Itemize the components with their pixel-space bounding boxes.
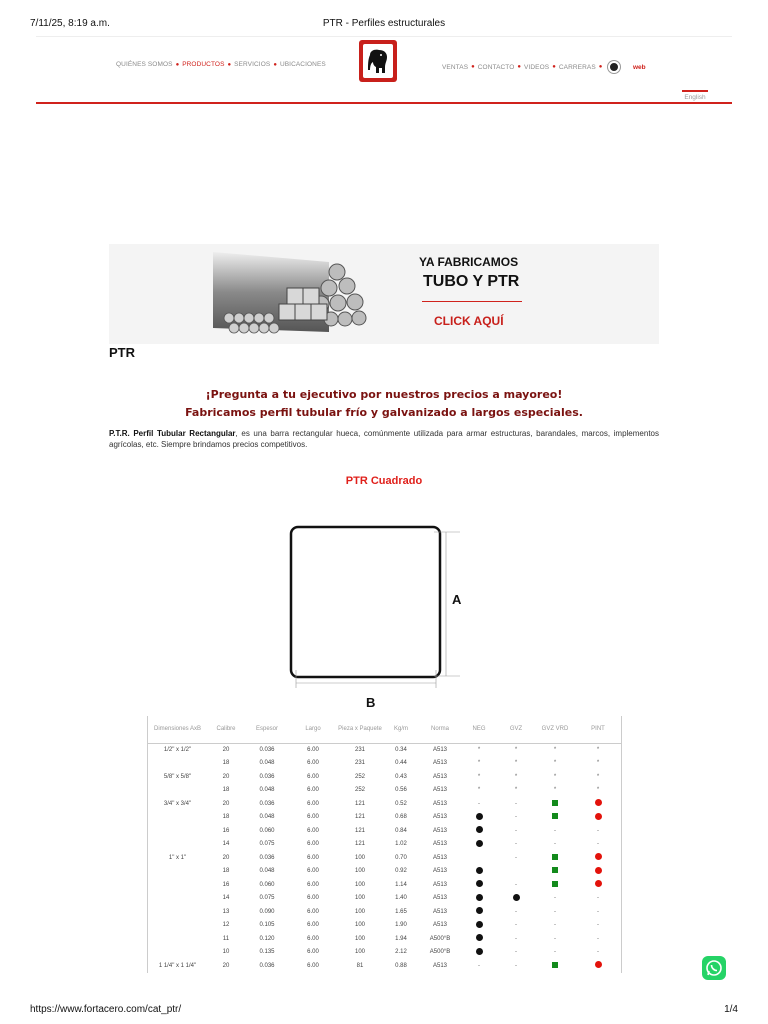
nav-separator: ●: [552, 64, 556, 70]
availability-cell: -: [554, 935, 556, 942]
ptr-spec-table: [147, 716, 622, 973]
table-cell: A513: [432, 827, 447, 834]
nav-videos[interactable]: VIDEOS: [524, 63, 550, 71]
black-dot-icon: [476, 921, 483, 928]
table-cell: 18: [222, 868, 230, 875]
table-cell: 6.00: [307, 881, 319, 888]
banner-line-1: YA FABRICAMOS: [419, 255, 519, 269]
table-cell: 6.00: [307, 868, 319, 875]
table-cell: A513: [432, 868, 447, 875]
table-cell: 0.34: [395, 747, 407, 753]
availability-cell: -: [515, 854, 517, 861]
availability-cell: [496, 865, 536, 879]
table-cell: 2.12: [395, 949, 407, 956]
table-cell: 6.00: [307, 922, 319, 929]
table-row: [147, 851, 622, 865]
description-term: P.T.R. Perfil Tubular Rectangular: [109, 429, 236, 438]
availability-cell: *: [477, 773, 481, 780]
availability-cell: [536, 797, 574, 811]
table-cell: 20: [222, 800, 230, 807]
availability-cell: *: [596, 787, 600, 794]
availability-cell: *: [514, 787, 518, 794]
availability-cell: *: [553, 747, 557, 753]
table-cell: 6.00: [307, 908, 319, 915]
availability-cell: -: [597, 895, 599, 902]
nav-left: [116, 61, 326, 68]
col-pint: PINT: [591, 726, 605, 733]
table-cell: A513: [432, 854, 447, 861]
nav-quienes-somos[interactable]: QUIÉNES SOMOS: [116, 61, 173, 68]
nav-contacto[interactable]: CONTACTO: [477, 63, 515, 71]
table-cell: 0.68: [395, 814, 407, 821]
table-cell: 0.090: [259, 908, 275, 915]
table-cell: 81: [356, 962, 364, 969]
table-cell: A513: [432, 881, 447, 888]
availability-cell: -: [597, 922, 599, 929]
col-largo: Largo: [305, 726, 321, 733]
table-cell: A500°B: [429, 935, 451, 942]
col-dimensiones: Dimensiones AxB: [153, 726, 202, 733]
lead-manufacture: Fabricamos perfil tubular frío y galvanizado a largos especiales.: [185, 406, 583, 419]
promo-banner[interactable]: [109, 244, 659, 344]
table-cell: 0.52: [395, 800, 407, 807]
availability-cell: -: [554, 949, 556, 956]
table-cell: 121: [354, 800, 365, 807]
whatsapp-button[interactable]: [702, 956, 726, 980]
table-cell: A500°B: [429, 949, 451, 956]
col-espesor: Espesor: [255, 726, 278, 733]
nav-separator: ●: [598, 64, 603, 70]
table-cell: 0.075: [259, 895, 275, 902]
black-dot-icon: [476, 948, 483, 955]
table-cell: 100: [354, 908, 365, 915]
table-cell: 3/4" x 3/4": [163, 800, 192, 807]
table-cell: 0.135: [259, 949, 275, 956]
green-square-icon: [552, 867, 558, 873]
availability-cell: *: [553, 773, 557, 780]
availability-cell: *: [553, 787, 557, 794]
table-cell: 121: [354, 814, 365, 821]
banner-line-2: TUBO Y PTR: [423, 273, 520, 290]
availability-cell: -: [515, 827, 517, 834]
availability-cell: -: [597, 908, 599, 915]
print-url: https://www.fortacero.com/cat_ptr/: [30, 1004, 182, 1015]
table-cell: 100: [354, 922, 365, 929]
table-cell: 1.90: [395, 922, 407, 929]
table-cell: 0.075: [259, 841, 275, 848]
availability-cell: -: [515, 814, 517, 821]
availability-cell: [536, 878, 574, 892]
table-cell: 100: [354, 868, 365, 875]
table-cell: 0.92: [395, 868, 407, 875]
black-dot-icon: [513, 894, 520, 901]
availability-cell: [574, 797, 622, 811]
availability-cell: *: [514, 747, 518, 753]
availability-cell: [462, 811, 496, 825]
table-cell: 0.56: [395, 787, 407, 794]
table-row: [147, 784, 622, 798]
black-dot-icon: [476, 934, 483, 941]
nav-right: [442, 61, 620, 73]
nav-ventas[interactable]: VENTAS: [442, 63, 469, 71]
table-cell: 20: [222, 854, 230, 861]
table-cell: 14: [222, 895, 230, 902]
table-cell: 1/2" x 1/2": [163, 747, 192, 753]
nav-servicios[interactable]: SERVICIOS: [234, 61, 271, 68]
table-cell: 1 1/4" x 1 1/4": [158, 962, 197, 969]
black-dot-icon: [476, 840, 483, 847]
availability-cell: -: [515, 922, 517, 929]
nav-separator: ●: [471, 64, 475, 70]
table-cell: 100: [354, 949, 365, 956]
description-text: , es una barra rectangular hueca, comúnmente utilizada para armar estructuras, barandales, marcos, implementos agrícolas, etc. Siempre brindamos precios competitivos.: [109, 429, 659, 449]
table-cell: 1.14: [395, 881, 407, 888]
table-cell: 6.00: [307, 841, 319, 848]
table-cell: 6.00: [307, 814, 319, 821]
col-norma: Norma: [430, 726, 449, 733]
table-cell: A513: [432, 787, 447, 794]
availability-cell: -: [515, 841, 517, 848]
table-row: [147, 743, 622, 757]
table-cell: [147, 824, 208, 838]
availability-cell: [462, 865, 496, 879]
table-cell: 100: [354, 881, 365, 888]
print-date: 7/11/25, 8:19 a.m.: [30, 18, 110, 29]
header-top-rule: [36, 36, 732, 37]
whatsapp-icon: [705, 959, 723, 977]
availability-cell: -: [515, 935, 517, 942]
nav-separator: ●: [227, 61, 232, 68]
table-cell: 6.00: [307, 787, 319, 794]
table-cell: 0.84: [395, 827, 407, 834]
table-cell: A513: [432, 962, 447, 969]
dimension-a-label: A: [452, 592, 462, 607]
availability-cell: -: [478, 962, 480, 969]
availability-cell: [574, 878, 622, 892]
availability-cell: [462, 878, 496, 892]
nav-productos[interactable]: PRODUCTOS: [182, 61, 225, 68]
col-kgm: Kg/m: [393, 726, 408, 733]
availability-cell: *: [477, 747, 481, 753]
table-cell: 0.036: [259, 962, 275, 969]
availability-cell: [496, 892, 536, 906]
table-cell: [147, 919, 208, 933]
table-cell: [147, 878, 208, 892]
availability-cell: [462, 838, 496, 852]
table-cell: 231: [354, 760, 365, 767]
table-cell: 6.00: [307, 747, 319, 753]
table-row: [147, 865, 622, 879]
availability-cell: -: [554, 895, 556, 902]
table-cell: 100: [354, 935, 365, 942]
availability-cell: [462, 946, 496, 960]
black-dot-icon: [476, 907, 483, 914]
table-cell: [147, 757, 208, 771]
table-cell: [147, 905, 208, 919]
availability-cell: *: [477, 787, 481, 794]
availability-cell: *: [514, 760, 518, 767]
availability-cell: [536, 865, 574, 879]
table-cell: 6.00: [307, 949, 319, 956]
table-cell: [147, 811, 208, 825]
nav-separator: ●: [175, 61, 180, 68]
web-link[interactable]: web: [633, 64, 646, 71]
availability-cell: -: [515, 949, 517, 956]
table-cell: 1.65: [395, 908, 407, 915]
table-cell: 0.060: [259, 827, 275, 834]
table-cell: 0.88: [395, 962, 407, 969]
red-dot-icon: [595, 880, 602, 887]
company-logo[interactable]: [359, 40, 397, 82]
table-cell: 231: [354, 747, 365, 753]
lead-wholesale: ¡Pregunta a tu ejecutivo por nuestros precios a mayoreo!: [205, 388, 563, 401]
table-cell: 12: [222, 922, 230, 929]
table-cell: 16: [222, 881, 230, 888]
availability-cell: -: [515, 881, 517, 888]
table-cell: 0.048: [259, 814, 275, 821]
black-dot-icon: [476, 813, 483, 820]
availability-cell: -: [554, 922, 556, 929]
table-cell: A513: [432, 895, 447, 902]
table-cell: 10: [222, 949, 230, 956]
table-cell: 18: [222, 814, 230, 821]
red-dot-icon: [595, 799, 602, 806]
table-cell: 14: [222, 841, 230, 848]
availability-cell: [462, 919, 496, 933]
table-header-row: [147, 716, 622, 743]
section-title: PTR Cuadrado: [345, 475, 423, 487]
availability-cell: -: [554, 908, 556, 915]
green-square-icon: [552, 962, 558, 968]
site-header: [36, 36, 732, 104]
table-cell: 1.02: [395, 841, 407, 848]
availability-cell: [536, 851, 574, 865]
table-cell: 121: [354, 827, 365, 834]
table-cell: 0.048: [259, 760, 275, 767]
table-cell: 1" x 1": [168, 854, 187, 861]
availability-cell: [574, 811, 622, 825]
table-row: [147, 892, 622, 906]
banner-cta[interactable]: CLICK AQUÍ: [434, 314, 504, 328]
table-row: [147, 838, 622, 852]
availability-cell: [462, 932, 496, 946]
table-cell: [147, 932, 208, 946]
table-cell: 252: [354, 773, 365, 780]
table-cell: 6.00: [307, 895, 319, 902]
availability-cell: [574, 959, 622, 973]
table-row: [147, 919, 622, 933]
table-cell: 0.44: [395, 760, 407, 767]
table-row: [147, 932, 622, 946]
table-cell: 1.94: [395, 935, 407, 942]
black-dot-icon: [476, 894, 483, 901]
page-title: PTR: [109, 345, 135, 360]
availability-cell: -: [597, 949, 599, 956]
table-cell: 0.036: [259, 773, 275, 780]
availability-cell: *: [553, 760, 557, 767]
table-cell: A513: [432, 922, 447, 929]
nav-ubicaciones[interactable]: UBICACIONES: [279, 61, 326, 68]
availability-cell: -: [597, 841, 599, 848]
table-cell: A513: [432, 800, 447, 807]
banner-divider: [422, 301, 522, 302]
table-row: [147, 905, 622, 919]
table-row: [147, 824, 622, 838]
availability-cell: [536, 811, 574, 825]
availability-cell: [462, 892, 496, 906]
col-pieza-paquete: Pieza x Paquete: [338, 726, 382, 733]
table-row: [147, 797, 622, 811]
web-badge-icon[interactable]: [608, 61, 620, 73]
availability-cell: -: [597, 827, 599, 834]
table-cell: 20: [222, 962, 230, 969]
table-cell: A513: [432, 841, 447, 848]
square-profile-diagram: [284, 520, 484, 710]
availability-cell: *: [596, 773, 600, 780]
print-page-number: 1/4: [724, 1004, 738, 1015]
pipes-illustration: [209, 246, 369, 342]
product-description: [109, 428, 659, 450]
green-square-icon: [552, 813, 558, 819]
table-cell: [147, 865, 208, 879]
table-cell: 100: [354, 854, 365, 861]
green-square-icon: [552, 881, 558, 887]
table-cell: 100: [354, 895, 365, 902]
table-row: [147, 811, 622, 825]
table-cell: 6.00: [307, 962, 319, 969]
table-cell: 5/8" x 5/8": [163, 773, 192, 780]
availability-cell: *: [514, 773, 518, 780]
table-cell: 6.00: [307, 827, 319, 834]
table-cell: 20: [222, 773, 230, 780]
red-dot-icon: [595, 853, 602, 860]
table-cell: 0.036: [259, 800, 275, 807]
availability-cell: [462, 905, 496, 919]
availability-cell: [574, 865, 622, 879]
availability-cell: -: [515, 908, 517, 915]
table-cell: 16: [222, 827, 230, 834]
col-calibre: Calibre: [216, 726, 236, 733]
table-cell: 0.036: [259, 747, 275, 753]
availability-cell: *: [596, 760, 600, 767]
red-dot-icon: [595, 813, 602, 820]
table-cell: 18: [222, 787, 230, 794]
black-dot-icon: [476, 826, 483, 833]
table-cell: 18: [222, 760, 230, 767]
availability-cell: -: [554, 827, 556, 834]
black-dot-icon: [476, 867, 483, 874]
table-cell: 252: [354, 787, 365, 794]
availability-cell: [574, 851, 622, 865]
print-title: PTR - Perfiles estructurales: [322, 18, 446, 29]
nav-separator: ●: [517, 64, 522, 70]
table-cell: A513: [432, 814, 447, 821]
table-row: [147, 878, 622, 892]
availability-cell: -: [515, 800, 517, 807]
availability-cell: [462, 851, 496, 865]
table-cell: [147, 784, 208, 798]
red-dot-icon: [595, 867, 602, 874]
col-gvz-vrd: GVZ VRD: [541, 726, 569, 733]
red-dot-icon: [595, 961, 602, 968]
table-row: [147, 770, 622, 784]
table-cell: 0.43: [395, 773, 407, 780]
table-cell: A513: [432, 908, 447, 915]
green-square-icon: [552, 854, 558, 860]
table-cell: 0.060: [259, 881, 275, 888]
table-cell: 1.40: [395, 895, 407, 902]
availability-cell: *: [477, 760, 481, 767]
table-cell: 6.00: [307, 800, 319, 807]
table-cell: 121: [354, 841, 365, 848]
table-cell: 6.00: [307, 773, 319, 780]
table-cell: 11: [222, 935, 230, 942]
col-gvz: GVZ: [509, 726, 523, 733]
table-cell: 6.00: [307, 854, 319, 861]
availability-cell: [462, 824, 496, 838]
table-cell: [147, 892, 208, 906]
table-cell: 20: [222, 747, 230, 753]
nav-separator: ●: [273, 61, 277, 68]
availability-cell: -: [554, 841, 556, 848]
availability-cell: -: [478, 800, 480, 807]
dimension-b-label: B: [366, 695, 376, 710]
table-cell: 0.048: [259, 787, 275, 794]
language-switch[interactable]: English: [682, 90, 708, 101]
nav-carreras[interactable]: CARRERAS: [558, 63, 596, 71]
availability-cell: [536, 959, 574, 973]
table-cell: A513: [432, 760, 447, 767]
table-cell: [147, 946, 208, 960]
table-cell: 0.048: [259, 868, 275, 875]
table-cell: 0.105: [259, 922, 275, 929]
table-row: [147, 757, 622, 771]
elephant-icon: [363, 44, 393, 78]
table-cell: 13: [222, 908, 230, 915]
table-cell: A513: [432, 747, 447, 753]
availability-cell: -: [597, 935, 599, 942]
green-square-icon: [552, 800, 558, 806]
col-neg: NEG: [472, 726, 486, 733]
table-cell: [147, 838, 208, 852]
table-cell: A513: [432, 773, 447, 780]
table-row: [147, 946, 622, 960]
availability-cell: *: [596, 747, 600, 753]
black-dot-icon: [476, 880, 483, 887]
table-row: [147, 959, 622, 973]
table-cell: 0.70: [395, 854, 407, 861]
table-body: [147, 743, 622, 973]
table-cell: 6.00: [307, 935, 319, 942]
table-cell: 0.036: [259, 854, 275, 861]
table-cell: 0.120: [259, 935, 275, 942]
table-cell: 6.00: [307, 760, 319, 767]
availability-cell: -: [515, 962, 517, 969]
